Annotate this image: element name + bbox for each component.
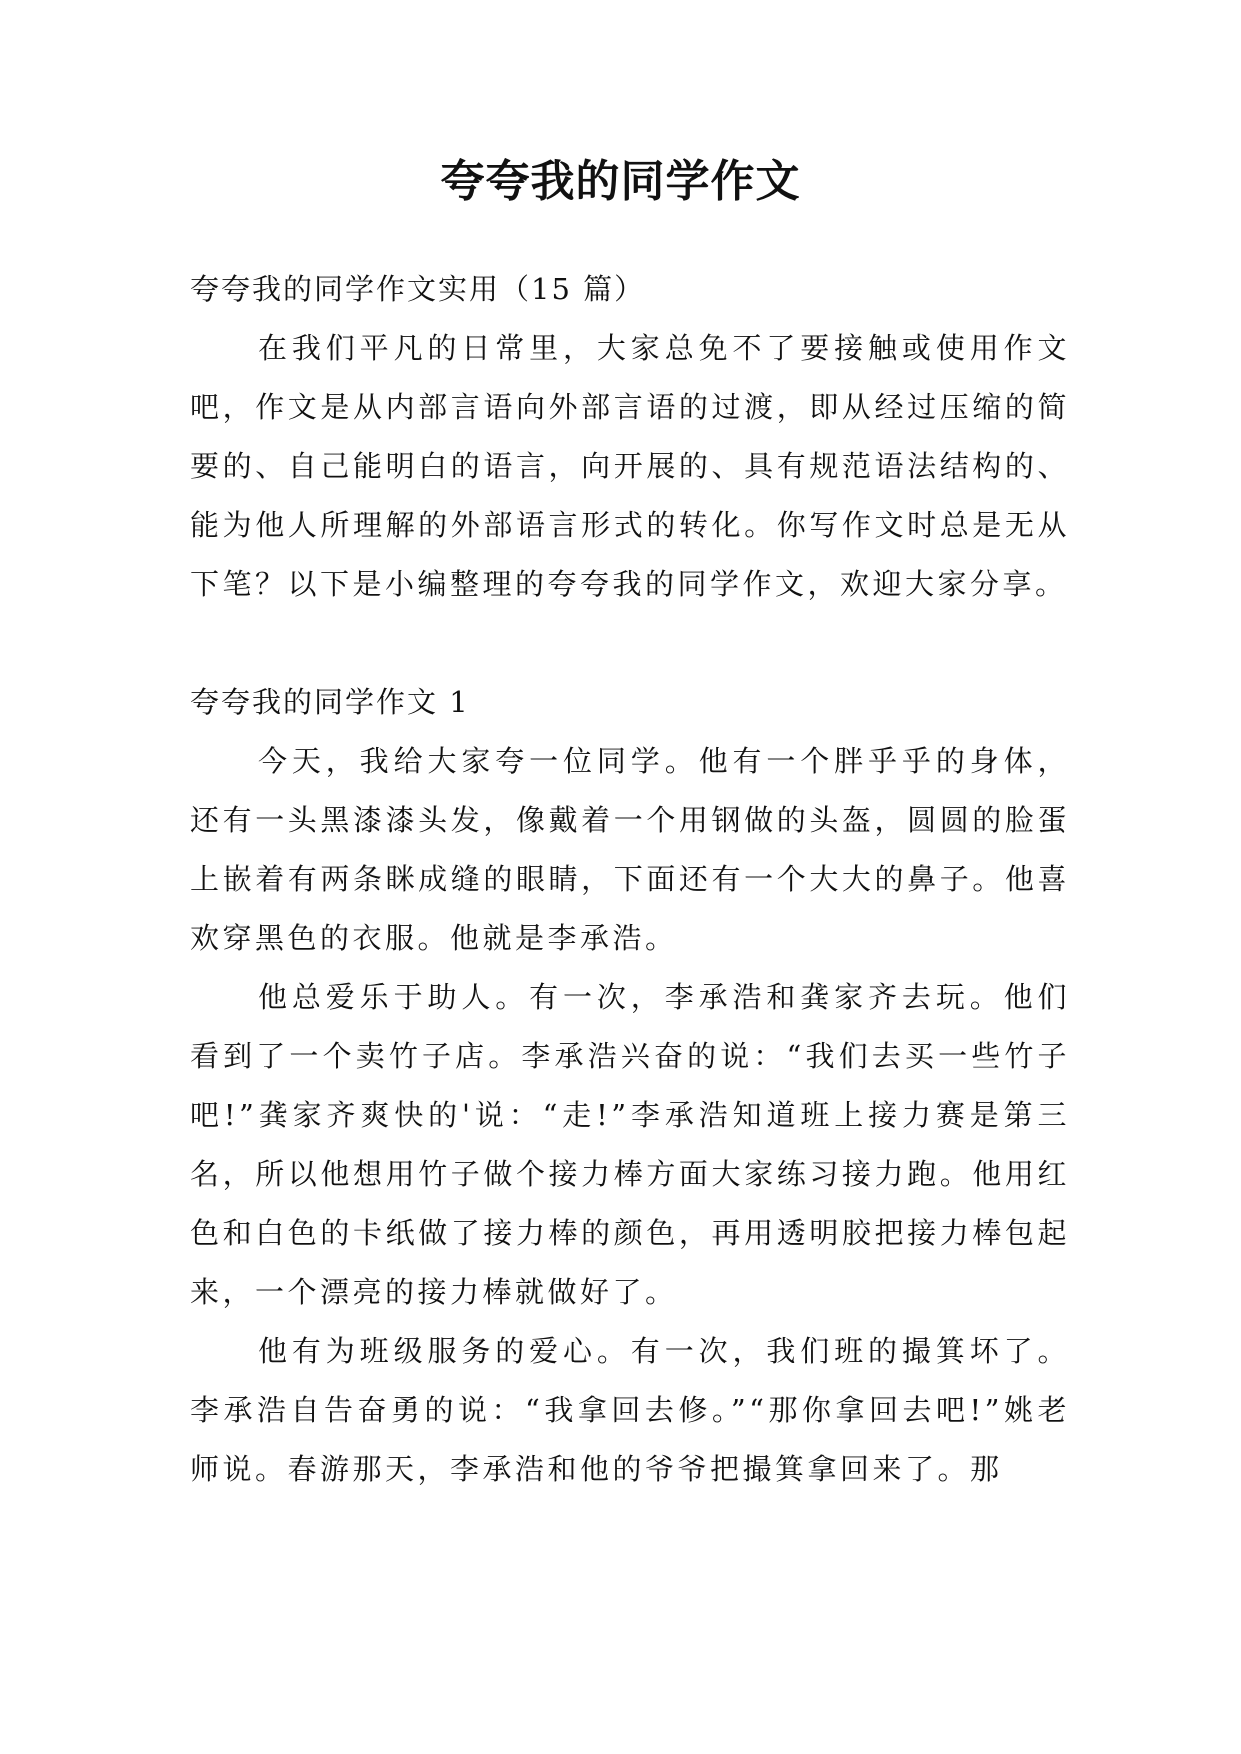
document-body <box>190 260 1070 1499</box>
document-subtitle: 夸夸我的同学作文实用（15 篇） <box>190 272 646 306</box>
section-heading: 夸夸我的同学作文 1 <box>190 685 470 719</box>
section-spacer <box>190 614 1070 673</box>
body-paragraph-2: 他总爱乐于助人。有一次，李承浩和龚家齐去玩。他们看到了一个卖竹子店。李承浩兴奋的说：“我们去买一些竹子吧!”龚家齐爽快的'说：“走!”李承浩知道班上接力赛是第三名，所以他想用竹子做个接力棒方面大家练习接力跑。他用红色和白色的卡纸做了接力棒的颜色，再用透明胶把接力棒包起来，一个漂亮的接力棒就做好了。 <box>190 980 1070 1309</box>
intro-paragraph: 在我们平凡的日常里，大家总免不了要接触或使用作文吧，作文是从内部言语向外部言语的过渡，即从经过压缩的简要的、自己能明白的语言，向开展的、具有规范语法结构的、能为他人所理解的外部语言形式的转化。你写作文时总是无从下笔？以下是小编整理的夸夸我的同学作文，欢迎大家分享。 <box>190 331 1070 601</box>
body-paragraph-3: 他有为班级服务的爱心。有一次，我们班的撮箕坏了。李承浩自告奋勇的说：“我拿回去修。”“那你拿回去吧!”姚老师说。春游那天，李承浩和他的爷爷把撮箕拿回来了。那 <box>190 1334 1070 1486</box>
document-title: 夸夸我的同学作文 <box>440 156 801 207</box>
body-paragraph-1: 今天，我给大家夸一位同学。他有一个胖乎乎的身体，还有一头黑漆漆头发，像戴着一个用钢做的头盔，圆圆的脸蛋上嵌着有两条眯成缝的眼睛，下面还有一个大大的鼻子。他喜欢穿黑色的衣服。他就是李承浩。 <box>190 744 1070 955</box>
